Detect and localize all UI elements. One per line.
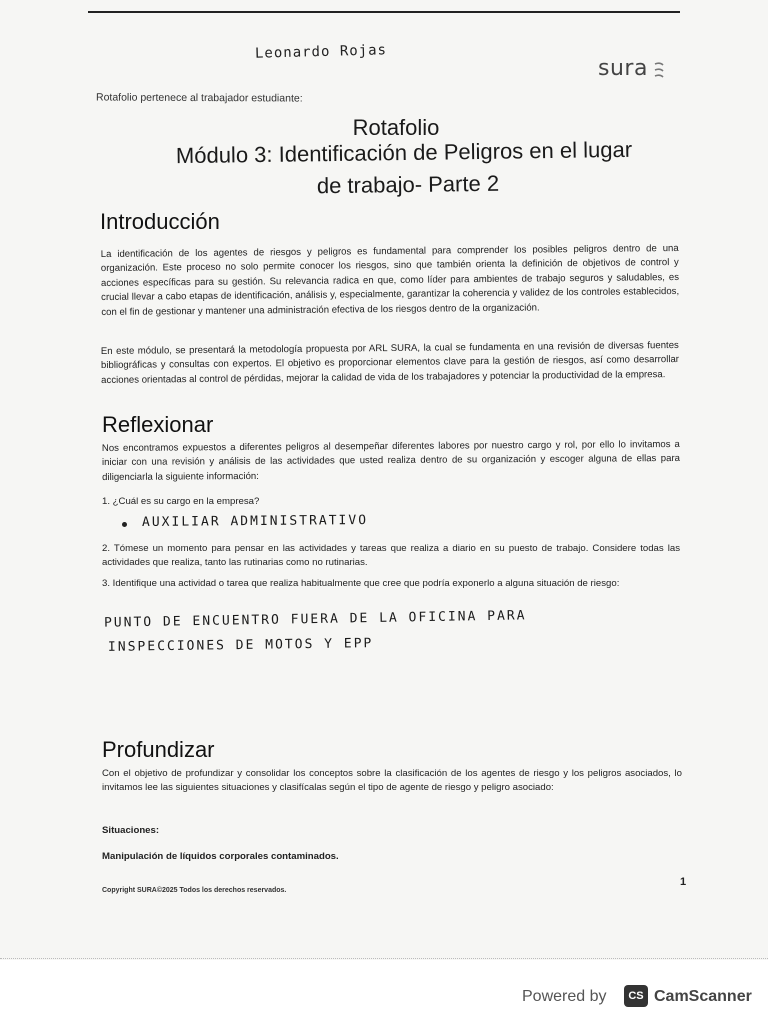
scanner-watermark-bar bbox=[0, 960, 768, 1024]
top-rule bbox=[88, 11, 680, 13]
question-2: 2. Tómese un momento para pensar en las actividades y tareas que realiza a diario en su puesto de trabajo. Considere todas las actividades que realiza, tanto las rutinarias como no rutinarias. bbox=[102, 543, 680, 569]
copyright: Copyright SURA©2025 Todos los derechos reservados. bbox=[102, 887, 287, 894]
situaciones-label: Situaciones: bbox=[102, 825, 160, 836]
reflexionar-heading: Reflexionar bbox=[102, 412, 214, 437]
camscanner-name: CamScanner bbox=[654, 988, 752, 1005]
answer-3-handwritten-line2: INSPECCIONES DE MOTOS Y EPP bbox=[107, 636, 374, 655]
answer-bullet bbox=[122, 522, 127, 527]
module-title-line1: Módulo 3: Identificación de Peligros en el lugar bbox=[175, 136, 633, 169]
intro-paragraph-1: La identificación de los agentes de riesgos y peligros es fundamental para comprender los posibles peligros dentro de una organización. Este proceso no solo permite conocer los riesgos, sino que también orienta la definición de objetivos de control y acciones específicas para su gestión. Su relevancia radica en que, como líder para ambientes de trabajo seguros y saludables, es crucial llevar a cabo etapas de identificación, análisis y, especialmente, garantizar la coherencia y validez de los controles establecidos, con el fin de gestionar y mantener una administración efectiva de los riesgos dentro de la organización. bbox=[100, 242, 680, 318]
camscanner-icon: CS bbox=[624, 985, 648, 1007]
doc-title: Rotafolio bbox=[352, 115, 440, 140]
situacion-1: Manipulación de líquidos corporales contaminados. bbox=[102, 851, 339, 862]
reflexionar-paragraph: Nos encontramos expuestos a diferentes peligros al desempeñar diferentes labores por nuestro cargo y rol, por ello lo invitamos a iniciar con una revisión y análisis de las actividades que usted realiza dentro de su organización y escoger alguna de ellas para diligenciarla la siguiente información: bbox=[101, 438, 681, 483]
sura-logo: sura bbox=[598, 56, 648, 81]
module-title-line2: de trabajo- Parte 2 bbox=[316, 170, 500, 199]
question-1: 1. ¿Cuál es su cargo en la empresa? bbox=[102, 496, 260, 507]
answer-1-handwritten: AUXILIAR ADMINISTRATIVO bbox=[141, 513, 369, 530]
intro-paragraph-2: En este módulo, se presentará la metodología propuesta por ARL SURA, la cual se fundamenta en una revisión de diversas fuentes bibliográficas y consultas con expertos. El objetivo es proporcionar elementos clave para la gestión de riesgos, así como desarrollar acciones orientadas al control de pérdidas, mejorar la calidad de vida de los trabajadores y potenciar la productividad de la empresa. bbox=[100, 339, 680, 386]
sura-logo-icon bbox=[652, 60, 666, 80]
handwritten-signature: Leonardo Rojas bbox=[254, 42, 388, 62]
powered-by-text: Powered by bbox=[522, 988, 607, 1005]
answer-3-handwritten-line1: PUNTO DE ENCUENTRO FUERA DE LA OFICINA PARA bbox=[103, 608, 527, 631]
owner-line: Rotafolio pertenece al trabajador estudiante: bbox=[95, 91, 303, 105]
profundizar-heading: Profundizar bbox=[102, 737, 215, 762]
profundizar-paragraph: Con el objetivo de profundizar y consolidar los conceptos sobre la clasificación de los agentes de riesgo y los peligros asociados, lo invitamos lee las siguientes situaciones y clasifícalas según el tipo de agente de riesgo y peligro asociado: bbox=[102, 768, 682, 794]
intro-heading: Introducción bbox=[100, 209, 220, 234]
page-number: 1 bbox=[680, 876, 687, 888]
question-3: 3. Identifique una actividad o tarea que realiza habitualmente que cree que podría exponerlo a alguna situación de riesgo: bbox=[102, 578, 620, 589]
